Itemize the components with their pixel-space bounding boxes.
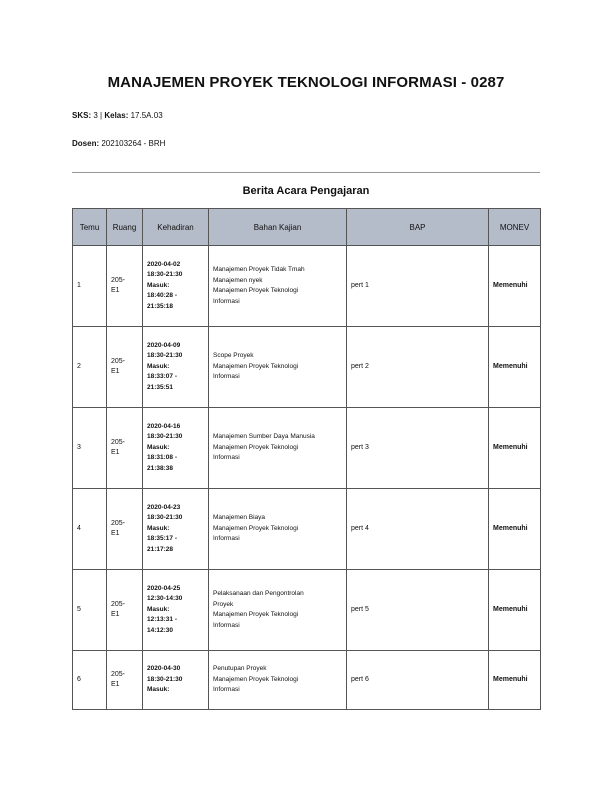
- cell-bahan-kajian-line: Manajemen Proyek Teknologi: [213, 362, 299, 370]
- cell-kehadiran: [143, 570, 209, 651]
- cell-bahan-kajian-line: Scope Proyek: [213, 352, 254, 360]
- cell-bap: pert 3: [347, 408, 489, 489]
- cell-bahan-kajian-line: Manajemen Proyek Teknologi: [213, 675, 299, 683]
- cell-bahan-kajian-line: Manajemen Proyek Tidak Tmah: [213, 266, 305, 273]
- cell-kehadiran-line: 21:35:51: [147, 383, 174, 391]
- cell-kehadiran-line: Masuk:: [147, 443, 170, 451]
- cell-bahan-kajian-line: Proyek: [213, 600, 234, 608]
- cell-ruang-line: E1: [111, 530, 120, 537]
- dosen-label: Dosen:: [72, 139, 100, 148]
- cell-kehadiran-line: 18:35:17 -: [147, 535, 177, 543]
- cell-ruang-line: 205-: [111, 438, 126, 446]
- cell-ruang-line: 205-: [111, 600, 126, 608]
- cell-temu: 4: [73, 489, 107, 570]
- cell-bahan-kajian-line: Informasi: [213, 454, 240, 462]
- cell-monev: Memenuhi: [489, 651, 541, 710]
- kelas-label: Kelas:: [104, 111, 129, 120]
- cell-kehadiran-line: 12:13:31 -: [147, 616, 177, 624]
- cell-temu: 6: [73, 651, 107, 710]
- cell-ruang-line: 205-: [111, 276, 126, 284]
- cell-temu: 1: [73, 246, 107, 327]
- info-separator: |: [100, 111, 103, 120]
- cell-kehadiran-line: 2020-04-02: [147, 260, 181, 268]
- cell-kehadiran-line: Masuk:: [147, 281, 170, 289]
- section-title: Berita Acara Pengajaran: [242, 185, 370, 197]
- cell-kehadiran: [143, 408, 209, 489]
- cell-kehadiran-line: 2020-04-30: [147, 665, 181, 673]
- cell-kehadiran-line: 18:31:08 -: [147, 454, 177, 462]
- cell-kehadiran-line: 18:30-21:30: [147, 271, 183, 279]
- cell-bahan-kajian-line: Informasi: [213, 297, 240, 305]
- cell-temu: 5: [73, 570, 107, 651]
- cell-kehadiran-line: 18:33:07 -: [147, 373, 177, 381]
- table-header-row: [73, 209, 541, 246]
- cell-bahan-kajian-line: Manajemen Biaya: [213, 514, 266, 522]
- cell-kehadiran-line: 18:40:28 -: [147, 292, 177, 300]
- cell-bahan-kajian: [209, 489, 347, 570]
- cell-bahan-kajian-line: Informasi: [213, 686, 240, 694]
- cell-bahan-kajian-line: Penutupan Proyek: [213, 665, 267, 673]
- cell-bap: pert 1: [347, 246, 489, 327]
- cell-kehadiran: [143, 327, 209, 408]
- cell-monev: Memenuhi: [489, 570, 541, 651]
- cell-kehadiran-line: 18:30-21:30: [147, 352, 183, 360]
- teaching-report-table: [72, 208, 541, 710]
- cell-bahan-kajian: [209, 327, 347, 408]
- header-kehadiran: Kehadiran: [143, 209, 209, 246]
- cell-ruang-line: 205-: [111, 519, 126, 527]
- cell-bahan-kajian: [209, 570, 347, 651]
- cell-ruang-line: E1: [111, 287, 120, 294]
- header-bap: BAP: [347, 209, 489, 246]
- cell-monev: Memenuhi: [489, 246, 541, 327]
- cell-kehadiran-line: 18:30-21:30: [147, 514, 183, 522]
- cell-kehadiran-line: 21:35:18: [147, 302, 174, 310]
- cell-ruang-line: E1: [111, 681, 120, 688]
- header-monev: MONEV: [489, 209, 541, 246]
- cell-kehadiran-line: 14:12:30: [147, 626, 174, 634]
- cell-bap: pert 4: [347, 489, 489, 570]
- course-info: [72, 111, 163, 120]
- cell-bahan-kajian-line: Informasi: [213, 621, 240, 629]
- cell-bahan-kajian-line: Manajemen Proyek Teknologi: [213, 611, 299, 618]
- cell-monev: Memenuhi: [489, 408, 541, 489]
- table-row: [73, 327, 541, 408]
- cell-ruang: [107, 327, 143, 408]
- cell-temu: 3: [73, 408, 107, 489]
- kelas-value: 17.5A.03: [130, 111, 163, 120]
- cell-ruang: [107, 651, 143, 710]
- header-ruang: Ruang: [107, 209, 143, 246]
- cell-bahan-kajian-line: Manajemen Sumber Daya Manusia: [213, 433, 315, 441]
- page-title: MANAJEMEN PROYEK TEKNOLOGI INFORMASI - 0287: [107, 74, 505, 91]
- dosen-value: 202103264 - BRH: [101, 139, 166, 148]
- cell-kehadiran-line: 18:30-21:30: [147, 433, 183, 441]
- cell-kehadiran-line: Masuk:: [147, 524, 170, 532]
- header-temu: Temu: [73, 209, 107, 246]
- cell-bap: pert 6: [347, 651, 489, 710]
- cell-kehadiran: [143, 489, 209, 570]
- table-row: [73, 570, 541, 651]
- table-row: [73, 246, 541, 327]
- cell-bahan-kajian-line: Manajemen Proyek Teknologi: [213, 443, 299, 451]
- table-row: [73, 408, 541, 489]
- cell-ruang: [107, 489, 143, 570]
- cell-monev: Memenuhi: [489, 489, 541, 570]
- header-bahan-kajian: Bahan Kajian: [209, 209, 347, 246]
- cell-kehadiran-line: 2020-04-23: [147, 503, 181, 511]
- cell-bap: pert 5: [347, 570, 489, 651]
- cell-kehadiran-line: 2020-04-09: [147, 341, 181, 349]
- lecturer-info: [72, 139, 165, 148]
- cell-bahan-kajian: [209, 246, 347, 327]
- cell-ruang: [107, 570, 143, 651]
- cell-bahan-kajian: [209, 408, 347, 489]
- cell-ruang-line: 205-: [111, 357, 126, 365]
- sks-label: SKS:: [72, 111, 92, 120]
- cell-kehadiran-line: 2020-04-16: [147, 422, 181, 430]
- cell-temu: 2: [73, 327, 107, 408]
- cell-kehadiran-line: Masuk:: [147, 686, 170, 694]
- cell-kehadiran-line: Masuk:: [147, 362, 170, 370]
- cell-ruang: [107, 246, 143, 327]
- cell-kehadiran-line: Masuk:: [147, 605, 170, 613]
- cell-kehadiran-line: 21:38:38: [147, 464, 174, 472]
- cell-bahan-kajian-line: Manajemen Proyek Teknologi: [213, 524, 299, 532]
- sks-value: 3: [93, 111, 98, 120]
- cell-kehadiran: [143, 651, 209, 710]
- cell-ruang-line: E1: [111, 611, 120, 618]
- divider: [72, 172, 540, 173]
- cell-ruang-line: E1: [111, 368, 120, 375]
- cell-bap: pert 2: [347, 327, 489, 408]
- cell-bahan-kajian-line: Pelaksanaan dan Pengontrolan: [213, 590, 304, 597]
- cell-bahan-kajian: [209, 651, 347, 710]
- cell-kehadiran-line: 18:30-21:30: [147, 675, 183, 683]
- cell-ruang-line: 205-: [111, 670, 126, 678]
- table-row: [73, 489, 541, 570]
- cell-ruang: [107, 408, 143, 489]
- cell-kehadiran-line: 21:17:28: [147, 545, 174, 553]
- cell-bahan-kajian-line: Informasi: [213, 535, 240, 543]
- cell-bahan-kajian-line: Manajemen nyek: [213, 276, 263, 284]
- cell-monev: Memenuhi: [489, 327, 541, 408]
- cell-kehadiran-line: 2020-04-25: [147, 584, 181, 592]
- table-body: [73, 246, 541, 710]
- table-row: [73, 651, 541, 710]
- cell-bahan-kajian-line: Manajemen Proyek Teknologi: [213, 287, 299, 294]
- cell-bahan-kajian-line: Informasi: [213, 373, 240, 381]
- cell-ruang-line: E1: [111, 449, 120, 456]
- cell-kehadiran: [143, 246, 209, 327]
- cell-kehadiran-line: 12:30-14:30: [147, 595, 183, 603]
